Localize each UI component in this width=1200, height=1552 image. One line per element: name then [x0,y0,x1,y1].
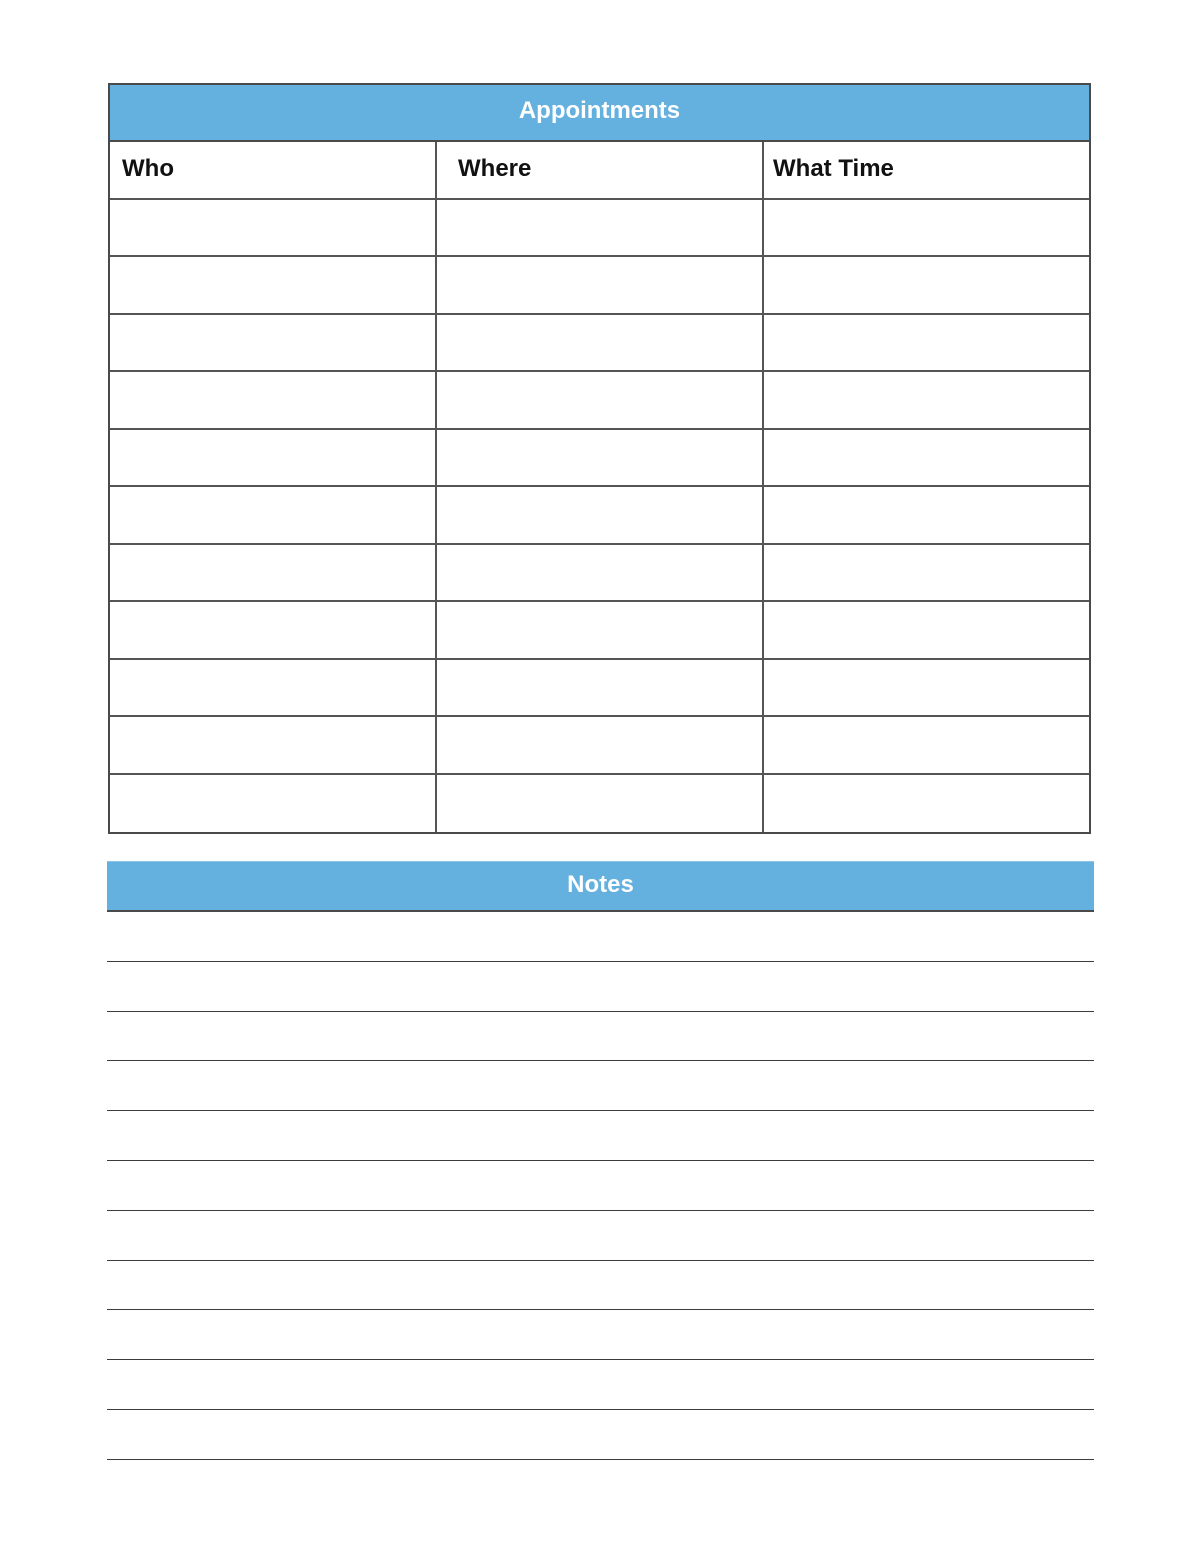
table-cell-who[interactable] [110,602,437,660]
notes-title: Notes [107,861,1094,912]
appointments-table [108,83,1091,834]
table-cell-where[interactable] [437,775,764,833]
table-cell-who[interactable] [110,430,437,488]
table-cell-who[interactable] [110,257,437,315]
note-line[interactable] [107,1360,1094,1410]
note-line[interactable] [107,1310,1094,1360]
table-cell-where[interactable] [437,372,764,430]
table-cell-who[interactable] [110,660,437,718]
table-cell-where[interactable] [437,660,764,718]
table-cell-what-time[interactable] [764,545,1089,603]
column-header-where: Where [437,142,764,200]
table-cell-what-time[interactable] [764,372,1089,430]
table-cell-what-time[interactable] [764,660,1089,718]
table-cell-who[interactable] [110,372,437,430]
column-header-what-time: What Time [764,142,1089,200]
table-cell-where[interactable] [437,200,764,258]
table-cell-who[interactable] [110,315,437,373]
table-cell-where[interactable] [437,487,764,545]
note-line[interactable] [107,912,1094,962]
table-cell-who[interactable] [110,487,437,545]
table-cell-where[interactable] [437,717,764,775]
table-cell-what-time[interactable] [764,315,1089,373]
table-cell-what-time[interactable] [764,430,1089,488]
note-line[interactable] [107,1410,1094,1460]
table-cell-who[interactable] [110,717,437,775]
table-cell-what-time[interactable] [764,257,1089,315]
appointments-grid [110,142,1089,832]
table-cell-where[interactable] [437,430,764,488]
table-cell-where[interactable] [437,315,764,373]
note-line[interactable] [107,1111,1094,1161]
table-cell-who[interactable] [110,775,437,833]
table-cell-what-time[interactable] [764,602,1089,660]
table-cell-where[interactable] [437,602,764,660]
notes-section [107,861,1094,1460]
table-cell-what-time[interactable] [764,487,1089,545]
table-cell-where[interactable] [437,257,764,315]
note-line[interactable] [107,962,1094,1012]
note-line[interactable] [107,1012,1094,1062]
table-cell-what-time[interactable] [764,775,1089,833]
table-cell-what-time[interactable] [764,200,1089,258]
column-header-who: Who [110,142,437,200]
note-line[interactable] [107,1261,1094,1311]
table-cell-who[interactable] [110,200,437,258]
notes-lines [107,912,1094,1460]
note-line[interactable] [107,1211,1094,1261]
table-cell-where[interactable] [437,545,764,603]
appointments-title: Appointments [110,85,1089,142]
table-cell-who[interactable] [110,545,437,603]
note-line[interactable] [107,1161,1094,1211]
note-line[interactable] [107,1061,1094,1111]
table-cell-what-time[interactable] [764,717,1089,775]
